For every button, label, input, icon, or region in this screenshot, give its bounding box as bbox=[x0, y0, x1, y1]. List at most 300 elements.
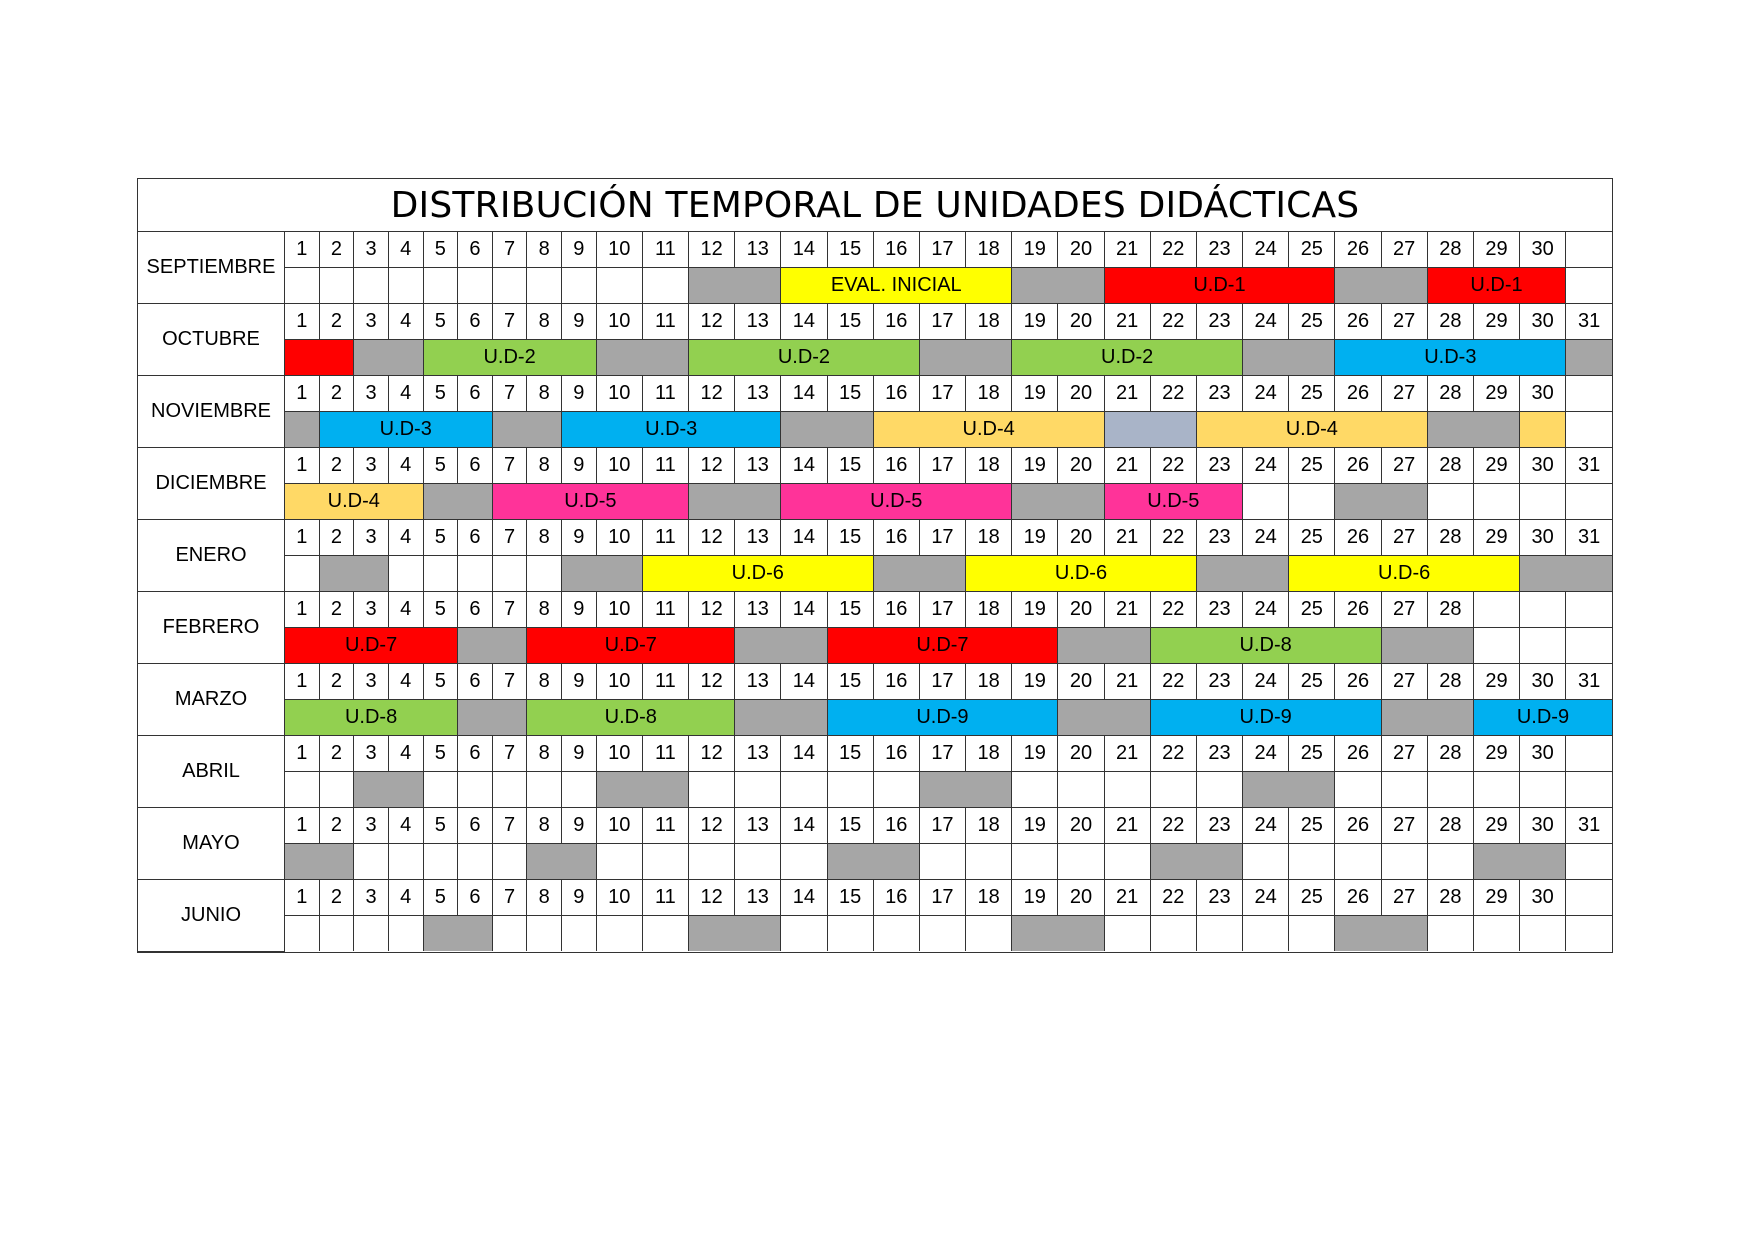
day-number-cell: 3 bbox=[354, 376, 389, 412]
day-number-cell: 12 bbox=[689, 520, 735, 556]
day-number-cell: 6 bbox=[458, 808, 493, 844]
non-school-day-cell bbox=[458, 700, 527, 736]
month-schedule-row bbox=[138, 916, 1612, 952]
day-number-cell: 5 bbox=[423, 232, 458, 268]
schedule-cell bbox=[492, 268, 527, 304]
schedule-cell bbox=[735, 772, 781, 808]
day-number-cell: 25 bbox=[1289, 880, 1335, 916]
schedule-cell bbox=[1381, 772, 1427, 808]
day-number-cell: 4 bbox=[388, 520, 423, 556]
day-number-cell: 3 bbox=[354, 232, 389, 268]
day-number-cell: 22 bbox=[1150, 376, 1196, 412]
day-number-cell: 30 bbox=[1520, 376, 1566, 412]
day-number-cell: 5 bbox=[423, 808, 458, 844]
day-number-cell: 11 bbox=[642, 376, 688, 412]
unit-block: U.D-1 bbox=[1104, 268, 1335, 304]
day-number-cell: 11 bbox=[642, 592, 688, 628]
non-school-day-cell bbox=[492, 412, 561, 448]
non-school-day-cell bbox=[1104, 412, 1196, 448]
schedule-cell bbox=[919, 844, 965, 880]
day-number-cell: 4 bbox=[388, 304, 423, 340]
unit-block: U.D-7 bbox=[285, 628, 458, 664]
schedule-cell bbox=[596, 268, 642, 304]
day-number-cell: 20 bbox=[1058, 736, 1104, 772]
day-number-cell: 14 bbox=[781, 520, 827, 556]
day-number-cell: 19 bbox=[1012, 376, 1058, 412]
day-number-cell: 10 bbox=[596, 880, 642, 916]
schedule-cell bbox=[1520, 628, 1566, 664]
non-school-day-cell bbox=[919, 772, 1011, 808]
schedule-cell bbox=[562, 772, 597, 808]
day-number-cell: 29 bbox=[1473, 880, 1519, 916]
day-number-cell: 1 bbox=[285, 376, 320, 412]
day-number-cell: 29 bbox=[1473, 232, 1519, 268]
day-number-cell: 1 bbox=[285, 448, 320, 484]
day-number-cell: 19 bbox=[1012, 736, 1058, 772]
day-number-cell: 21 bbox=[1104, 664, 1150, 700]
day-number-cell: 23 bbox=[1196, 304, 1242, 340]
unit-block: U.D-6 bbox=[1289, 556, 1520, 592]
day-number-cell: 8 bbox=[527, 736, 562, 772]
day-number-cell: 30 bbox=[1520, 448, 1566, 484]
schedule-cell bbox=[458, 556, 493, 592]
non-school-day-cell bbox=[1012, 916, 1104, 952]
day-number-cell: 12 bbox=[689, 448, 735, 484]
day-number-cell: 6 bbox=[458, 304, 493, 340]
unit-block: EVAL. INICIAL bbox=[781, 268, 1012, 304]
day-number-cell: 16 bbox=[873, 520, 919, 556]
non-school-day-cell bbox=[562, 556, 643, 592]
schedule-cell bbox=[1427, 484, 1473, 520]
month-label: JUNIO bbox=[138, 880, 285, 952]
day-number-cell: 7 bbox=[492, 592, 527, 628]
day-number-cell: 11 bbox=[642, 808, 688, 844]
schedule-cell bbox=[285, 268, 320, 304]
non-school-day-cell bbox=[1520, 556, 1612, 592]
schedule-cell bbox=[1473, 628, 1519, 664]
day-number-cell: 20 bbox=[1058, 664, 1104, 700]
month-schedule-row bbox=[138, 412, 1612, 448]
day-number-cell: 7 bbox=[492, 736, 527, 772]
day-number-cell: 22 bbox=[1150, 736, 1196, 772]
schedule-cell bbox=[596, 916, 642, 952]
day-number-cell: 9 bbox=[562, 880, 597, 916]
day-number-cell: 26 bbox=[1335, 520, 1381, 556]
schedule-cell bbox=[458, 772, 493, 808]
schedule-cell bbox=[735, 844, 781, 880]
month-schedule-row bbox=[138, 628, 1612, 664]
unit-block: U.D-8 bbox=[527, 700, 735, 736]
day-number-cell: 19 bbox=[1012, 520, 1058, 556]
schedule-cell bbox=[1104, 772, 1150, 808]
schedule-cell bbox=[827, 772, 873, 808]
day-number-cell: 29 bbox=[1473, 520, 1519, 556]
schedule-cell bbox=[492, 772, 527, 808]
day-number-cell: 22 bbox=[1150, 880, 1196, 916]
day-number-cell: 8 bbox=[527, 232, 562, 268]
schedule-cell bbox=[527, 916, 562, 952]
day-number-cell: 10 bbox=[596, 304, 642, 340]
day-number-cell: 30 bbox=[1520, 304, 1566, 340]
day-number-cell: 27 bbox=[1381, 808, 1427, 844]
non-school-day-cell bbox=[827, 844, 919, 880]
schedule-cell bbox=[319, 772, 354, 808]
day-number-cell: 12 bbox=[689, 376, 735, 412]
day-number-cell: 24 bbox=[1243, 880, 1289, 916]
day-number-cell: 15 bbox=[827, 448, 873, 484]
day-number-cell: 21 bbox=[1104, 376, 1150, 412]
day-number-cell: 26 bbox=[1335, 664, 1381, 700]
day-number-cell: 20 bbox=[1058, 808, 1104, 844]
day-number-cell bbox=[1566, 232, 1612, 268]
day-number-cell: 30 bbox=[1520, 736, 1566, 772]
schedule-cell bbox=[1243, 484, 1289, 520]
calendar-table bbox=[138, 232, 1612, 952]
day-number-cell: 25 bbox=[1289, 304, 1335, 340]
schedule-cell bbox=[1473, 484, 1519, 520]
day-number-cell: 21 bbox=[1104, 808, 1150, 844]
month-days-row bbox=[138, 376, 1612, 412]
non-school-day-cell bbox=[354, 340, 423, 376]
schedule-cell bbox=[966, 844, 1012, 880]
unit-block: U.D-4 bbox=[873, 412, 1104, 448]
schedule-cell bbox=[492, 844, 527, 880]
day-number-cell: 18 bbox=[966, 376, 1012, 412]
schedule-cell bbox=[354, 844, 389, 880]
day-number-cell: 9 bbox=[562, 232, 597, 268]
day-number-cell: 12 bbox=[689, 592, 735, 628]
day-number-cell: 31 bbox=[1566, 664, 1612, 700]
unit-block: U.D-9 bbox=[1150, 700, 1381, 736]
day-number-cell: 8 bbox=[527, 880, 562, 916]
day-number-cell: 27 bbox=[1381, 232, 1427, 268]
schedule-cell bbox=[642, 268, 688, 304]
day-number-cell: 23 bbox=[1196, 880, 1242, 916]
non-school-day-cell bbox=[1243, 772, 1335, 808]
schedule-cell bbox=[1289, 844, 1335, 880]
day-number-cell: 14 bbox=[781, 736, 827, 772]
schedule-cell bbox=[1335, 844, 1381, 880]
schedule-cell bbox=[1566, 268, 1612, 304]
day-number-cell: 1 bbox=[285, 880, 320, 916]
non-school-day-cell bbox=[735, 700, 827, 736]
non-school-day-cell bbox=[423, 916, 492, 952]
non-school-day-cell bbox=[689, 916, 781, 952]
day-number-cell: 16 bbox=[873, 448, 919, 484]
month-schedule-row bbox=[138, 484, 1612, 520]
day-number-cell: 24 bbox=[1243, 592, 1289, 628]
day-number-cell: 12 bbox=[689, 880, 735, 916]
schedule-cell bbox=[1150, 916, 1196, 952]
day-number-cell: 17 bbox=[919, 808, 965, 844]
day-number-cell: 20 bbox=[1058, 520, 1104, 556]
non-school-day-cell bbox=[285, 412, 320, 448]
day-number-cell: 31 bbox=[1566, 808, 1612, 844]
day-number-cell: 9 bbox=[562, 520, 597, 556]
day-number-cell: 1 bbox=[285, 592, 320, 628]
day-number-cell: 24 bbox=[1243, 448, 1289, 484]
day-number-cell: 10 bbox=[596, 448, 642, 484]
day-number-cell: 28 bbox=[1427, 808, 1473, 844]
day-number-cell: 12 bbox=[689, 808, 735, 844]
day-number-cell: 7 bbox=[492, 232, 527, 268]
day-number-cell: 20 bbox=[1058, 304, 1104, 340]
day-number-cell: 5 bbox=[423, 520, 458, 556]
day-number-cell: 3 bbox=[354, 880, 389, 916]
unit-block: U.D-6 bbox=[966, 556, 1197, 592]
schedule-cell bbox=[1012, 844, 1058, 880]
month-label: SEPTIEMBRE bbox=[138, 232, 285, 304]
schedule-cell bbox=[1566, 844, 1612, 880]
day-number-cell: 7 bbox=[492, 520, 527, 556]
day-number-cell: 9 bbox=[562, 664, 597, 700]
day-number-cell: 3 bbox=[354, 448, 389, 484]
non-school-day-cell bbox=[1381, 700, 1473, 736]
day-number-cell: 24 bbox=[1243, 808, 1289, 844]
day-number-cell: 26 bbox=[1335, 376, 1381, 412]
day-number-cell: 8 bbox=[527, 592, 562, 628]
month-days-row bbox=[138, 880, 1612, 916]
day-number-cell: 26 bbox=[1335, 880, 1381, 916]
unit-block: U.D-5 bbox=[492, 484, 688, 520]
schedule-cell bbox=[1520, 772, 1566, 808]
day-number-cell: 30 bbox=[1520, 880, 1566, 916]
day-number-cell: 18 bbox=[966, 736, 1012, 772]
month-schedule-row bbox=[138, 772, 1612, 808]
schedule-cell bbox=[1566, 772, 1612, 808]
non-school-day-cell bbox=[423, 484, 492, 520]
day-number-cell bbox=[1566, 376, 1612, 412]
schedule-cell bbox=[423, 772, 458, 808]
day-number-cell: 27 bbox=[1381, 520, 1427, 556]
schedule-cell bbox=[527, 268, 562, 304]
day-number-cell: 24 bbox=[1243, 520, 1289, 556]
unit-block: U.D-8 bbox=[1150, 628, 1381, 664]
day-number-cell: 19 bbox=[1012, 304, 1058, 340]
day-number-cell: 17 bbox=[919, 232, 965, 268]
non-school-day-cell bbox=[689, 268, 781, 304]
day-number-cell: 17 bbox=[919, 520, 965, 556]
day-number-cell: 24 bbox=[1243, 232, 1289, 268]
schedule-cell bbox=[562, 916, 597, 952]
day-number-cell: 18 bbox=[966, 232, 1012, 268]
month-schedule-row bbox=[138, 556, 1612, 592]
day-number-cell: 13 bbox=[735, 304, 781, 340]
schedule-cell bbox=[423, 556, 458, 592]
non-school-day-cell bbox=[596, 340, 688, 376]
day-number-cell: 15 bbox=[827, 664, 873, 700]
day-number-cell: 11 bbox=[642, 664, 688, 700]
day-number-cell: 28 bbox=[1427, 232, 1473, 268]
day-number-cell: 20 bbox=[1058, 880, 1104, 916]
non-school-day-cell bbox=[1566, 340, 1612, 376]
day-number-cell: 31 bbox=[1566, 448, 1612, 484]
day-number-cell: 28 bbox=[1427, 664, 1473, 700]
day-number-cell: 19 bbox=[1012, 232, 1058, 268]
day-number-cell: 20 bbox=[1058, 376, 1104, 412]
day-number-cell: 5 bbox=[423, 304, 458, 340]
day-number-cell: 18 bbox=[966, 808, 1012, 844]
day-number-cell: 6 bbox=[458, 448, 493, 484]
month-days-row bbox=[138, 664, 1612, 700]
schedule-cell bbox=[1196, 772, 1242, 808]
day-number-cell: 29 bbox=[1473, 448, 1519, 484]
unit-block bbox=[285, 340, 354, 376]
schedule-cell bbox=[1427, 916, 1473, 952]
day-number-cell: 21 bbox=[1104, 520, 1150, 556]
month-days-row bbox=[138, 520, 1612, 556]
day-number-cell: 15 bbox=[827, 736, 873, 772]
non-school-day-cell bbox=[1150, 844, 1242, 880]
day-number-cell: 3 bbox=[354, 520, 389, 556]
schedule-cell bbox=[285, 772, 320, 808]
month-label: DICIEMBRE bbox=[138, 448, 285, 520]
day-number-cell: 18 bbox=[966, 880, 1012, 916]
schedule-cell bbox=[354, 268, 389, 304]
non-school-day-cell bbox=[1335, 268, 1427, 304]
page-title: DISTRIBUCIÓN TEMPORAL DE UNIDADES DIDÁCTICAS bbox=[138, 179, 1612, 232]
day-number-cell: 29 bbox=[1473, 664, 1519, 700]
day-number-cell: 10 bbox=[596, 592, 642, 628]
day-number-cell: 21 bbox=[1104, 592, 1150, 628]
calendar-sheet bbox=[137, 178, 1613, 953]
month-days-row bbox=[138, 232, 1612, 268]
month-label: NOVIEMBRE bbox=[138, 376, 285, 448]
day-number-cell: 26 bbox=[1335, 736, 1381, 772]
schedule-cell bbox=[642, 916, 688, 952]
day-number-cell: 18 bbox=[966, 592, 1012, 628]
schedule-cell bbox=[492, 556, 527, 592]
day-number-cell: 30 bbox=[1520, 232, 1566, 268]
non-school-day-cell bbox=[285, 844, 354, 880]
schedule-cell bbox=[1427, 772, 1473, 808]
unit-block: U.D-7 bbox=[527, 628, 735, 664]
day-number-cell bbox=[1566, 736, 1612, 772]
day-number-cell: 1 bbox=[285, 808, 320, 844]
non-school-day-cell bbox=[1427, 412, 1519, 448]
day-number-cell: 7 bbox=[492, 664, 527, 700]
day-number-cell: 8 bbox=[527, 520, 562, 556]
schedule-cell bbox=[492, 916, 527, 952]
day-number-cell: 3 bbox=[354, 808, 389, 844]
schedule-cell bbox=[873, 916, 919, 952]
unit-block: U.D-4 bbox=[1196, 412, 1427, 448]
schedule-cell bbox=[689, 844, 735, 880]
day-number-cell: 23 bbox=[1196, 520, 1242, 556]
day-number-cell: 17 bbox=[919, 880, 965, 916]
day-number-cell: 17 bbox=[919, 304, 965, 340]
day-number-cell: 3 bbox=[354, 592, 389, 628]
day-number-cell: 4 bbox=[388, 664, 423, 700]
day-number-cell: 25 bbox=[1289, 736, 1335, 772]
schedule-cell bbox=[1520, 484, 1566, 520]
day-number-cell: 27 bbox=[1381, 448, 1427, 484]
day-number-cell: 9 bbox=[562, 376, 597, 412]
day-number-cell: 8 bbox=[527, 808, 562, 844]
day-number-cell: 24 bbox=[1243, 736, 1289, 772]
day-number-cell: 16 bbox=[873, 880, 919, 916]
day-number-cell: 31 bbox=[1566, 520, 1612, 556]
day-number-cell: 13 bbox=[735, 880, 781, 916]
month-schedule-row bbox=[138, 700, 1612, 736]
day-number-cell: 19 bbox=[1012, 808, 1058, 844]
day-number-cell: 16 bbox=[873, 232, 919, 268]
schedule-cell bbox=[1566, 916, 1612, 952]
unit-block: U.D-4 bbox=[285, 484, 424, 520]
day-number-cell: 20 bbox=[1058, 232, 1104, 268]
day-number-cell: 13 bbox=[735, 520, 781, 556]
day-number-cell: 16 bbox=[873, 376, 919, 412]
day-number-cell: 14 bbox=[781, 304, 827, 340]
day-number-cell: 24 bbox=[1243, 304, 1289, 340]
day-number-cell: 10 bbox=[596, 520, 642, 556]
day-number-cell: 20 bbox=[1058, 592, 1104, 628]
day-number-cell: 19 bbox=[1012, 592, 1058, 628]
day-number-cell: 7 bbox=[492, 304, 527, 340]
day-number-cell: 14 bbox=[781, 880, 827, 916]
schedule-cell bbox=[562, 268, 597, 304]
unit-block: U.D-9 bbox=[827, 700, 1058, 736]
schedule-cell bbox=[1427, 844, 1473, 880]
schedule-cell bbox=[1058, 772, 1104, 808]
unit-block: U.D-8 bbox=[285, 700, 458, 736]
day-number-cell: 27 bbox=[1381, 664, 1427, 700]
day-number-cell: 2 bbox=[319, 736, 354, 772]
day-number-cell: 4 bbox=[388, 808, 423, 844]
schedule-cell bbox=[1566, 628, 1612, 664]
schedule-cell bbox=[1520, 916, 1566, 952]
day-number-cell: 5 bbox=[423, 880, 458, 916]
schedule-cell bbox=[689, 772, 735, 808]
day-number-cell: 30 bbox=[1520, 664, 1566, 700]
day-number-cell: 17 bbox=[919, 448, 965, 484]
non-school-day-cell bbox=[735, 628, 827, 664]
day-number-cell: 25 bbox=[1289, 592, 1335, 628]
day-number-cell: 11 bbox=[642, 448, 688, 484]
schedule-cell bbox=[354, 916, 389, 952]
day-number-cell: 22 bbox=[1150, 520, 1196, 556]
day-number-cell: 7 bbox=[492, 376, 527, 412]
non-school-day-cell bbox=[1012, 484, 1104, 520]
day-number-cell bbox=[1566, 880, 1612, 916]
non-school-day-cell bbox=[1335, 916, 1427, 952]
day-number-cell: 8 bbox=[527, 376, 562, 412]
day-number-cell: 6 bbox=[458, 736, 493, 772]
day-number-cell: 23 bbox=[1196, 664, 1242, 700]
non-school-day-cell bbox=[596, 772, 688, 808]
day-number-cell: 16 bbox=[873, 592, 919, 628]
schedule-cell bbox=[781, 772, 827, 808]
day-number-cell: 28 bbox=[1427, 448, 1473, 484]
day-number-cell: 12 bbox=[689, 664, 735, 700]
day-number-cell: 10 bbox=[596, 736, 642, 772]
day-number-cell: 15 bbox=[827, 808, 873, 844]
unit-block: U.D-6 bbox=[642, 556, 873, 592]
month-schedule-row bbox=[138, 268, 1612, 304]
non-school-day-cell bbox=[1058, 628, 1150, 664]
day-number-cell: 25 bbox=[1289, 520, 1335, 556]
unit-block: U.D-2 bbox=[423, 340, 596, 376]
day-number-cell: 6 bbox=[458, 664, 493, 700]
day-number-cell: 13 bbox=[735, 736, 781, 772]
non-school-day-cell bbox=[1012, 268, 1104, 304]
month-days-row bbox=[138, 808, 1612, 844]
day-number-cell: 14 bbox=[781, 664, 827, 700]
day-number-cell: 6 bbox=[458, 232, 493, 268]
day-number-cell: 27 bbox=[1381, 376, 1427, 412]
day-number-cell: 27 bbox=[1381, 736, 1427, 772]
schedule-cell bbox=[458, 844, 493, 880]
